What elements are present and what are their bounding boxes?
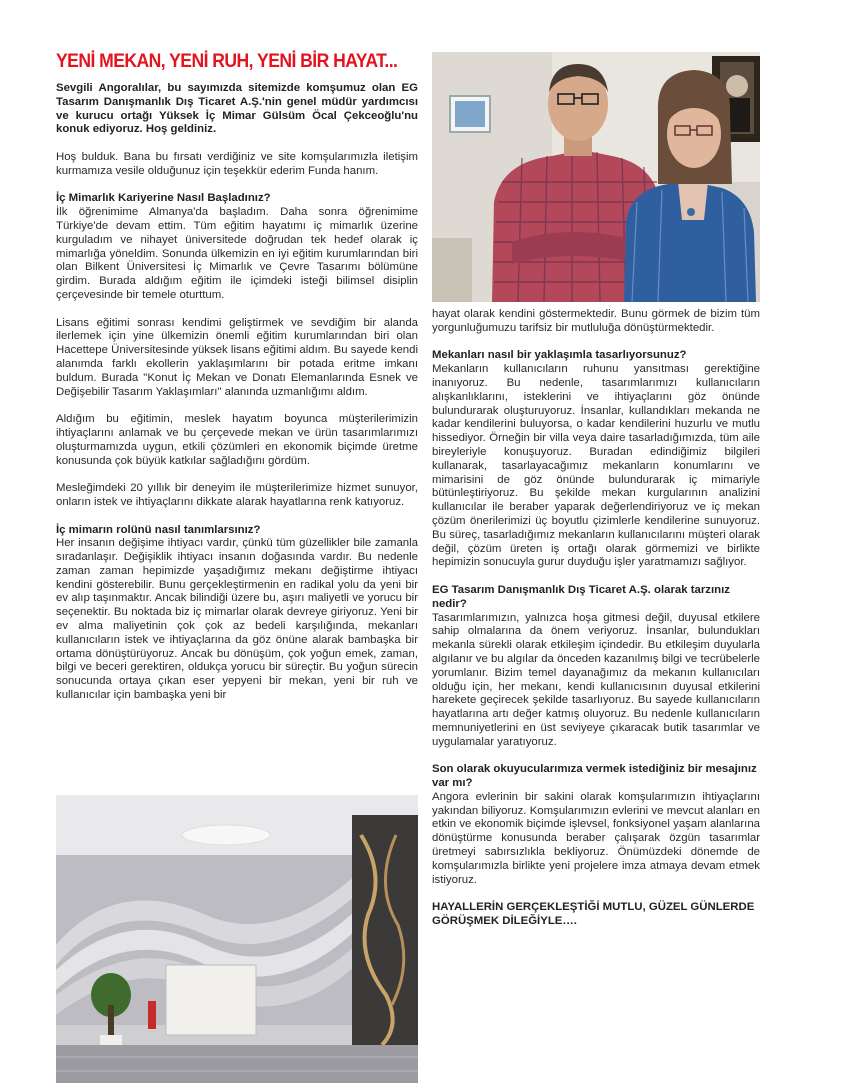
closing-text: HAYALLERİN GERÇEKLEŞTİĞİ MUTLU, GÜZEL GÜNLERDE GÖRÜŞMEK DİLEĞİYLE…. bbox=[432, 901, 755, 928]
answer-paragraph: Tasarımlarımızın, yalnızca hoşa gitmesi değil, duyusal etkilere sahip olmalarına da önem veriyoruz. İnsanlar, bulundukları mekanla sürekli olarak etkileşim içindedir. Bu etkileşim duyularla algılanır ve bu algılar da önceden kazanılmış bilgi ve tecrübelerle yorumlanır. Bizim temel dayanağımız da mekanın kullanıcıları olduğu için, her mekanı, kendi kullanıcısının duyusal etkilerini harekete geçirecek şekilde tasarlıyoruz. Bu sayede kullanıcıların hayatlarına artı değer katmış oluyoruz. Bu nedenle kullanıcıların memnuniyetlerini en üst seviyeye çıkaracak butik tasarımlar ve uygulamalar yaratıyoruz. bbox=[432, 611, 760, 748]
answer-paragraph: Aldığım bu eğitimin, meslek hayatım boyunca müşterilerimizin ihtiyaçlarını anlamak ve bu çerçevede mekan ve ürün tasarımlarımızı oluşturmamızda uygun, etkili çözümleri en ekonomik biçimde üretme konusunda çok büyük katkılar sağladığını gördüm. bbox=[56, 413, 418, 467]
answer-paragraph: Mesleğimdeki 20 yıllık bir deneyim ile müşterilerimize hizmet sunuyor, onların istek ve ihtiyaçlarını dikkate alarak hayatlarına renk katıyoruz. bbox=[56, 482, 418, 508]
answer-paragraph: Hoş bulduk. Bana bu fırsatı verdiğiniz ve site komşularımızla iletişim kurmamıza vesile olduğunuz için teşekkür ederim Funda hanım. bbox=[56, 150, 418, 177]
right-column-continuation bbox=[432, 308, 760, 943]
question-heading: Mekanları nasıl bir yaklaşımla tasarlıyorsunuz? bbox=[432, 349, 687, 362]
answer-paragraph: Mekanların kullanıcıların ruhunu yansıtması gerektiğine inanıyoruz. Bu nedenle, tasarımlarımızı kullanıcıların alışkanlıklarını, isteklerini ve ihtiyaçlarını göz önünde bulundurarak oluşturuyoruz. İnsanlar, kullandıkları mekanda ne kadar kendilerini buluyorsa, o kadar kendilerini huzurlu ve mutlu hissediyor. Örneğin bir villa veya daire tasarladığımızda, tüm aile bireyleriyle konuşuyoruz. Buradan edindiğimiz bilgileri kullanarak, tasarlayacağımız mekanların konumlarını ve mimarisini de göz önünde bulundurarak iç mimariyle bütünleştiriyoruz. Bu şekilde mekan kurgularının analizini kullanıcılar ile beraber yaparak değerlendiriyoruz ve iç mekan çözüm önerilerimizi üç boyutlu çizimlerle kendilerine sunuyoruz. Bu süreç, tasarladığımız mekanların kullanıcılarını müşteri olarak değil, çözüm üreten iş ortağı olarak görmemizi ve birlikte hepimizin sonucuyla gurur duyduğu işler yaratmamızı sağlıyor. bbox=[432, 363, 760, 569]
answer-paragraph: Her insanın değişime ihtiyacı vardır, çünkü tüm güzellikler bile zamanla sıradanlaşır. Değişiklik ihtiyacı insanın doğasında vardır. Bu nedenle zaman zaman hepimizde yaşadığımız mekanı değiştirme ihtiyacı kendini gösterebilir. Bunu gerçekleştirmenin en radikal yolu da yeni bir ev alıp taşınmaktır. Ancak bilindiği üzere bu, aşırı maliyetli ve yorucu bir seçenektir. Bu noktada biz iç mimarlar olarak devreye giriyoruz. Yeni bir ev alma maliyetinin çok çok az bedeli karşılığında, mekanları kullanıcıların istek ve ihtiyaçlarına da göz önüne alarak bambaşka bir ortama dönüştürüyoruz. Ancak bu dönüşüm, çok yoğun emek, zaman, bilgi ve beceri gerektiren, oldukça yorucu bir süreçtir. Bu yoğun sürecin sonucunda ortaya çıkan eser yepyeni bir mekan, yeni bir ruh ve kullanıcılar için bambaşka yeni bir bbox=[56, 537, 418, 702]
answer-paragraph: Lisans eğitimi sonrası kendimi geliştirmek ve sevdiğim bir alanda ilerlemek için yine ülkemizin önemli eğitim kurumlarından biri olan Hacettepe Üniversitesinde yüksek lisans eğitimi aldım. Bu sayede kendi alanımda farklı ekollerin yaklaşımlarını bir potada eritme imkanı buldum. Burada "Konut İç Mekan ve Donatı Elemanlarında Esnek ve Değişebilir Tasarım Yaklaşımları" alanında uzmanlığımı aldım. bbox=[56, 316, 418, 398]
answer-paragraph: İlk öğrenimime Almanya'da başladım. Daha sonra öğrenimime Türkiye'de devam ettim. Tüm eğitim hayatımı iç mimarlık üzerine kurguladım ve nihayet üniversitede doğrudan tek hedef olarak iç mimarlığa yöneldim. Sonunda ülkemizin en iyi eğitim kurumlarından biri olan Bilkent Üniversitesi İç Mimarlık ve Çevre Tasarımı bölümüne girdim. Burada aldığım eğitim ile içimdeki isteği bilimsel disiplin çerçevesinde bir temele oturttum. bbox=[56, 206, 418, 301]
answer-paragraph: Angora evlerinin bir sakini olarak komşularımızın ihtiyaçlarını yakından biliyoruz. Komşularımızın evlerini ve mevcut alanları en etkin ve ekonomik biçimde işlevsel, fonksiyonel yaşam alanlarına dönüştürme konusunda beraber çalışarak özgün tasarımlar üretmeyi sabırsızlıkla bekliyoruz. Önümüzdeki dönemde de komşularımızla birlikte yeni projelere imza atmaya devam etmek istiyoruz. bbox=[432, 790, 760, 886]
portrait-illustration bbox=[432, 52, 760, 302]
interior-illustration bbox=[56, 795, 418, 1083]
portrait-photo bbox=[432, 52, 760, 302]
question-heading: Son olarak okuyucularımıza vermek istediğiniz bir mesajınız var mı? bbox=[432, 763, 757, 790]
intro-paragraph: Sevgili Angoralılar, bu sayımızda sitemizde komşumuz olan EG Tasarım Danışmanlık Dış Ticaret A.Ş.'nin genel müdür yardımcısı ve kurucu ortağı Yüksek İç Mimar Gülsüm Öcal Çekceoğlu'nu konuk ediyoruz. Hoş geldiniz. bbox=[56, 82, 418, 136]
answer-paragraph: hayat olarak kendini göstermektedir. Bunu görmek de bizim tüm yorgunluğumuzu tarifsiz bir mutluluğa dönüştürmektedir. bbox=[432, 308, 760, 334]
question-heading: İç mimarın rolünü nasıl tanımlarsınız? bbox=[56, 523, 261, 536]
interior-photo bbox=[56, 795, 418, 1083]
question-heading: İç Mimarlık Kariyerine Nasıl Başladınız? bbox=[56, 192, 271, 205]
left-column bbox=[56, 82, 418, 717]
question-heading: EG Tasarım Danışmanlık Dış Ticaret A.Ş. olarak tarzınız nedir? bbox=[432, 583, 730, 610]
article-title: YENİ MEKAN, YENİ RUH, YENİ BİR HAYAT... bbox=[56, 50, 398, 72]
